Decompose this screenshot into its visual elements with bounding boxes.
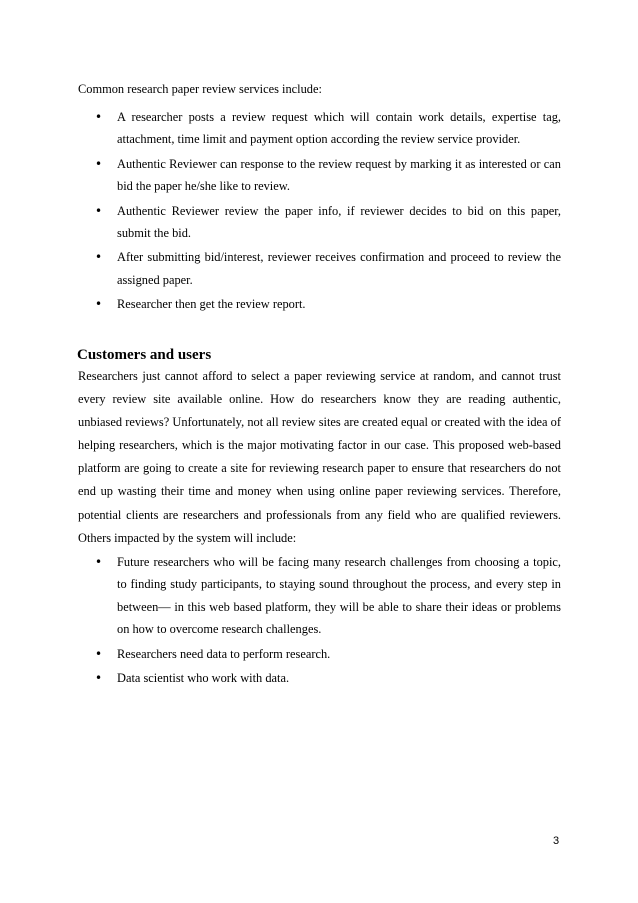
list-item: [0, 200, 638, 245]
list-item: [0, 551, 638, 641]
section-paragraph: Researchers just cannot afford to select a paper reviewing service at random, and cannot trust every review site available online. How do researchers know they are reading authentic, unbiased reviews? Unfortunately, not all review sites are created equal or created with the idea of helping researchers, which is the major motivating factor in our case. This proposed web-based platform are going to create a site for reviewing research paper to ensure that researchers do not end up wasting their time and money when using online paper reviewing services. Therefore, potential clients are researchers and professionals from any field who are qualified reviewers. Others impacted by the system will include:: [78, 369, 561, 545]
impacted-list: [0, 551, 638, 691]
bullet-icon: •: [95, 646, 103, 661]
list-item-text: After submitting bid/interest, reviewer receives confirmation and proceed to review the assigned paper.: [117, 250, 561, 287]
bullet-icon: •: [95, 110, 103, 124]
list-item-text: Researchers need data to perform research.: [117, 646, 331, 661]
list-item: [0, 293, 638, 315]
bullet-icon: •: [95, 555, 103, 569]
list-item: [0, 153, 638, 198]
bullet-icon: •: [95, 203, 103, 218]
list-item-text: Researcher then get the review report.: [117, 297, 306, 312]
list-item-text: Data scientist who work with data.: [117, 671, 290, 686]
intro-text: Common research paper review services include:: [78, 82, 322, 96]
bullet-icon: •: [95, 297, 103, 312]
services-list: [0, 106, 638, 318]
list-item: [0, 106, 638, 151]
list-item: [0, 643, 638, 665]
page-number: 3: [553, 835, 560, 847]
list-item-text: Future researchers who will be facing many research challenges from choosing a topic, to finding study participants, to staying sound throughout the process, and every step in between— in this web based platform, they will be able to share their ideas or problems on how to overcome research challenges.: [117, 555, 561, 637]
list-item: [0, 246, 638, 291]
list-item-text: Authentic Reviewer can response to the review request by marking it as interested or can bid the paper he/she like to review.: [117, 156, 561, 194]
list-item: [0, 667, 638, 689]
bullet-icon: •: [95, 156, 103, 171]
section-heading: Customers and users: [77, 347, 212, 363]
bullet-icon: •: [95, 250, 103, 265]
list-item-text: A researcher posts a review request which will contain work details, expertise tag, attachment, time limit and payment option according the review service provider.: [117, 110, 561, 147]
bullet-icon: •: [95, 671, 103, 686]
list-item-text: Authentic Reviewer review the paper info, if reviewer decides to bid on this paper, submit the bid.: [117, 203, 561, 241]
